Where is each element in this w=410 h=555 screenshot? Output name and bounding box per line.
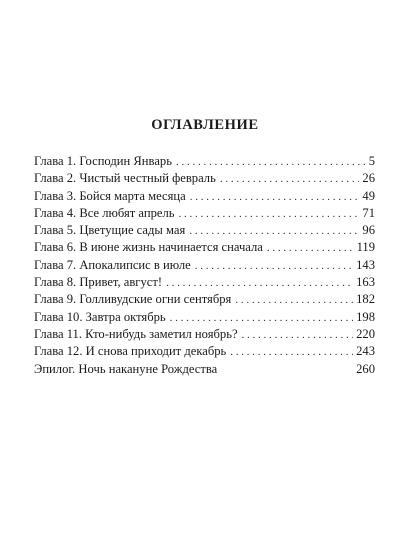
toc-dot-leader (190, 189, 360, 205)
toc-list (34, 153, 375, 378)
toc-entry-page-number: 198 (356, 309, 375, 324)
toc-entry-label: Эпилог. Ночь накануне Рождества (34, 361, 218, 376)
toc-entry-page-number: 26 (362, 171, 375, 186)
toc-entry-label: Глава 7. Апокалипсис в июле (34, 257, 191, 272)
toc-dot-leader (170, 310, 353, 326)
toc-dot-leader (195, 258, 353, 274)
toc-dot-leader (220, 171, 360, 187)
toc-dot-leader (166, 275, 353, 291)
toc-entry-page-number: 96 (362, 223, 375, 238)
toc-entry-page-number: 243 (356, 344, 375, 359)
toc-dot-leader (242, 327, 354, 343)
toc-entry-page-number: 163 (356, 275, 375, 290)
toc-entry (34, 291, 375, 308)
toc-dot-leader (179, 206, 360, 222)
toc-entry-label: Глава 1. Господин Январь (34, 154, 172, 168)
toc-entry-page-number: 71 (362, 205, 375, 220)
toc-entry (34, 274, 375, 291)
toc-entry-label: Глава 5. Цветущие сады мая (34, 223, 186, 238)
toc-entry-page-number: 182 (356, 292, 375, 307)
toc-entry (34, 153, 375, 170)
toc-entry-page-number: 220 (356, 326, 375, 341)
toc-dot-leader (189, 223, 359, 239)
toc-entry-page-number: 260 (356, 361, 375, 376)
toc-entry-label: Глава 2. Чистый честный февраль (34, 171, 216, 186)
toc-entry (34, 343, 375, 360)
toc-entry (34, 170, 375, 187)
toc-entry (34, 205, 375, 222)
toc-entry-page-number: 49 (362, 188, 375, 203)
toc-entry-label: Глава 12. И снова приходит декабрь (34, 344, 227, 359)
toc-entry-label: Глава 11. Кто-нибудь заметил ноябрь? (34, 326, 238, 341)
toc-dot-leader (267, 240, 354, 256)
toc-entry (34, 326, 375, 343)
toc-dot-leader (176, 154, 366, 170)
toc-dot-leader (235, 292, 353, 308)
toc-entry-label: Глава 8. Привет, август! (34, 275, 163, 290)
toc-entry-label: Глава 9. Голливудские огни сентября (34, 292, 232, 307)
toc-entry-label: Глава 3. Бойся марта месяца (34, 188, 186, 203)
toc-entry-page-number: 143 (356, 257, 375, 272)
toc-entry-label: Глава 10. Завтра октябрь (34, 309, 166, 324)
toc-entry (34, 257, 375, 274)
toc-entry-page-number: 5 (368, 154, 375, 168)
toc-entry-label: Глава 4. Все любят апрель (34, 205, 175, 220)
toc-entry-page-number: 119 (356, 240, 375, 255)
toc-entry (34, 188, 375, 205)
toc-entry (34, 239, 375, 256)
toc-entry (34, 361, 375, 378)
toc-entry-label: Глава 6. В июне жизнь начинается сначала (34, 240, 263, 255)
toc-entry (34, 222, 375, 239)
toc-dot-leader (230, 344, 353, 360)
toc-title: ОГЛАВЛЕНИЕ (151, 117, 259, 133)
toc-entry (34, 309, 375, 326)
